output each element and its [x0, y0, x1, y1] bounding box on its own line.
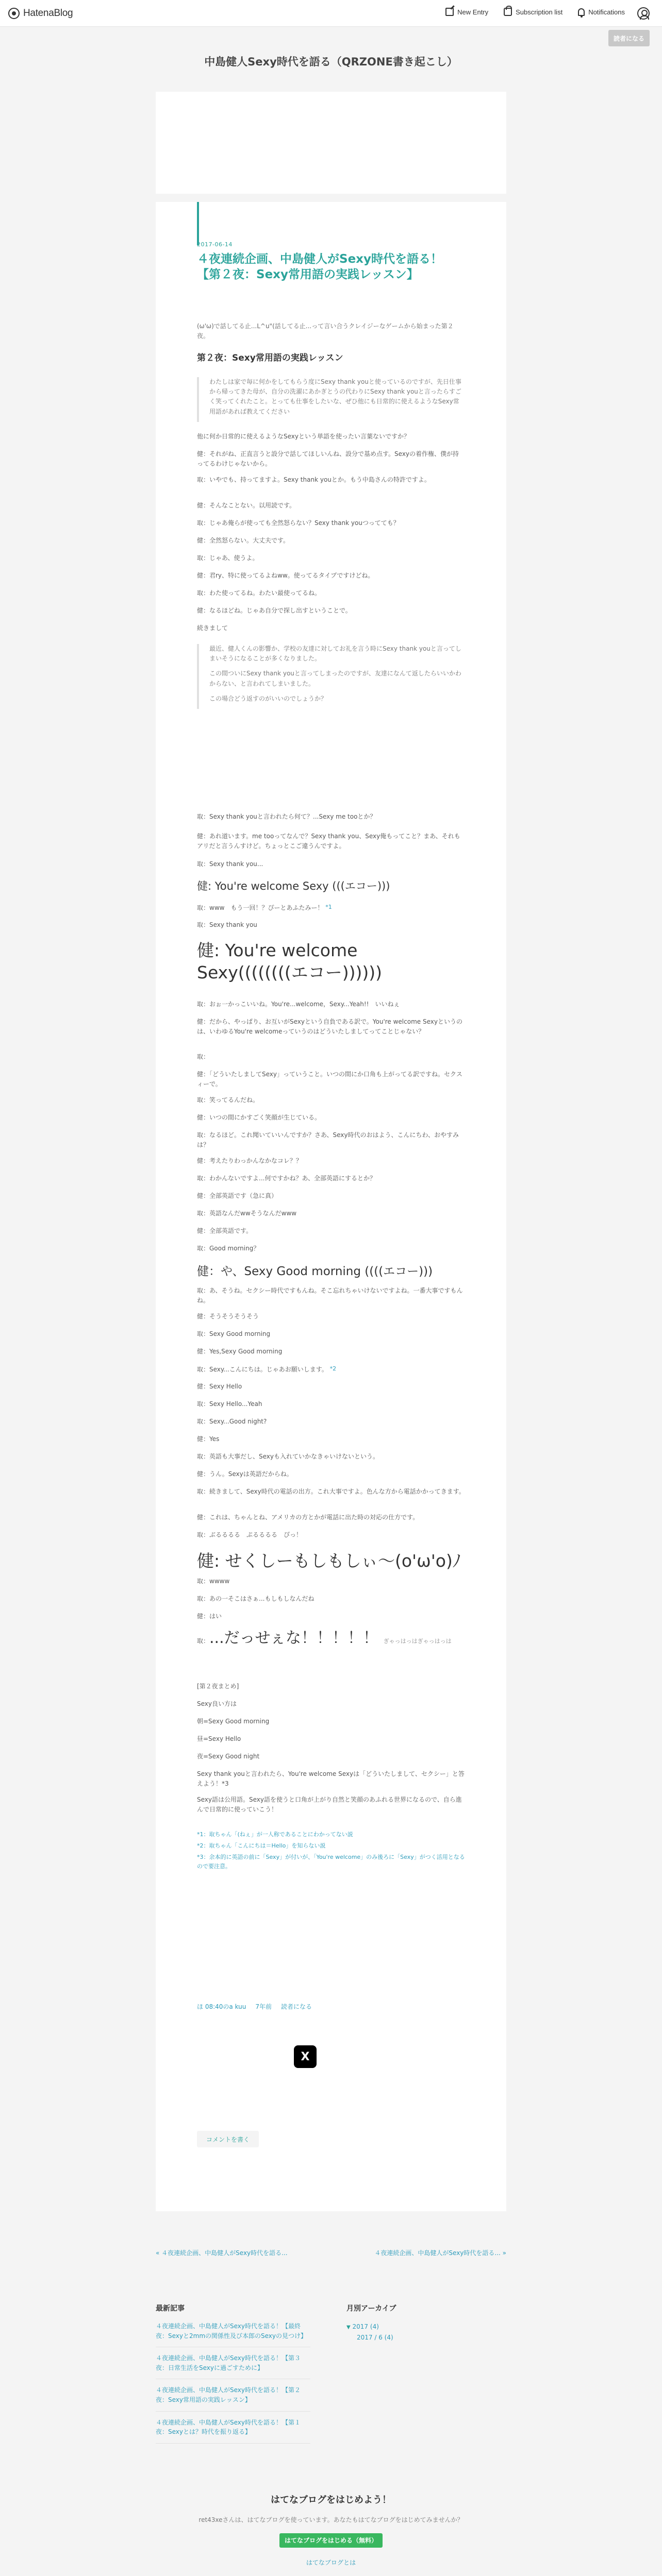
dialogue-line: 取：wwww	[197, 1578, 230, 1585]
recent-entry-link[interactable]: ４夜連続企画、中島健人がSexy時代を語る！【第２夜：Sexy常用語の実践レッスン】	[156, 2385, 310, 2411]
summary-line: Sexy語は公用語。Sexy語を使うと口角が上がり自然と笑顔のあふれる世界になるので、自ら進んで日常的に使っていこう！	[197, 1796, 462, 1814]
entry-title[interactable]: ４夜連続企画、中島健人がSexy時代を語る！【第２夜：Sexy常用語の実践レッスン】	[197, 252, 442, 282]
footnote[interactable]: *2：取ちゃん「こんにちは＝Hello」を知らない説	[197, 1842, 326, 1849]
prev-entry-link[interactable]: « ４夜連続企画、中島健人がSexy時代を語る...	[156, 2249, 288, 2257]
dialogue-line: 取：Sexy Hello...Yeah	[197, 1400, 262, 1408]
dialogue-line	[197, 903, 465, 913]
emphasis-line: 健: You're welcome Sexy((((((((エコー))))))	[197, 940, 382, 982]
quote-text: この場合どう返すのがいいのでしょうか？	[209, 694, 327, 702]
dialogue-line: 取：	[197, 1053, 210, 1060]
question-quote-2	[197, 644, 465, 709]
summary-line: 昼=Sexy Hello	[197, 1735, 241, 1742]
quote-text: わたしは家で毎に何かをしてもらう度にSexy thank youと使っているのですが、先日仕事から帰ってきた母が、自分の洗濯にあかぎとうの代わりにSexy thank youと言ったらすごく笑ってくれたこと。とっても仕事をしたいな、ぜひ他にも日常的に使えるようなSexy常用語があれば教えてください	[209, 378, 461, 415]
footer-title: はてなブログをはじめよう！	[271, 2495, 391, 2505]
question-quote-1	[197, 377, 465, 422]
global-nav	[445, 8, 625, 16]
dialogue-line: 取：英語も大事だし、Sexyも入れていかなきゃいけないという。	[197, 1453, 379, 1460]
dialogue-line: 取：続きまして、Sexy時代の電話の出方。これ大事ですよ。色んな方から電話かかってきます。	[197, 1488, 465, 1495]
dialogue-line: 健：考えたりわっかんなかなコレ？？	[197, 1157, 302, 1164]
share-x-button[interactable]: X	[294, 2045, 317, 2068]
dialogue-line: 取：ぶるるるる ぷるるるる ぴっ！	[197, 1531, 303, 1538]
subscription-label: Subscription list	[516, 8, 563, 16]
triangle-down-icon: ▼	[346, 2325, 351, 2330]
dialogue-line: 取：あ、そうね。セクシー時代ですもんね。そこ忘れちゃいけないですよね。一番大事ですもんね。	[197, 1287, 463, 1304]
dialogue-line: 健：全然怒らない。大丈夫です。	[197, 537, 290, 544]
about-hatena-blog-link[interactable]: はてなブログとは	[306, 2559, 356, 2566]
speaker-label: 取：	[197, 1637, 210, 1645]
dialogue-text: 取：Sexy...こんにちは。じゃあお願いします。	[197, 1366, 328, 1373]
dialogue-line: 取：じゃあ、使うよ。	[197, 554, 259, 562]
dialogue-line: 取：なるほど。これ聞いていいんですか？さあ、Sexy時代のおはよう、こんにちわ、おやすみは？	[197, 1131, 459, 1149]
summary-line: [第２夜まとめ]	[197, 1683, 239, 1690]
brand-text: HatenaBlog	[23, 8, 73, 19]
global-header	[0, 0, 662, 27]
dialogue-line: 健：あれ道います。me tooってなんで？Sexy thank you、Sexy俺もってこと？まあ、それもアリだと言うんすけど。ちょっとこご違うんですよ。	[197, 833, 460, 850]
ad-area	[156, 92, 506, 194]
summary-line: Sexy良い方は	[197, 1700, 237, 1707]
next-entry-link[interactable]: ４夜連続企画、中島健人がSexy時代を語る... »	[374, 2249, 506, 2257]
footnote-ref[interactable]: *1	[325, 904, 332, 910]
entry-accent-bar	[197, 202, 199, 245]
summary-line: 夜=Sexy Good night	[197, 1753, 260, 1760]
dialogue-line: 取：英語なんだwwそうなんだwww	[197, 1210, 297, 1217]
summary-line: 朝=Sexy Good morning	[197, 1718, 270, 1725]
dialogue-line: 健：そうそうそうそう	[197, 1313, 259, 1320]
entry-meta	[197, 2002, 312, 2011]
entry-author[interactable]: ほ 08:40のa kuu	[197, 2003, 246, 2010]
footer-subtitle: ret43xeさんは、はてなブログを使っています。あなたもはてなブログをはじめてみませんか？	[198, 2516, 464, 2523]
entry-article	[156, 202, 506, 2211]
dialogue-line: 続きまして	[197, 624, 228, 632]
dialogue-line: 健：そんなことない。以用読です。	[197, 502, 296, 509]
emphasis-line: 健: せくしーもしもしぃ〜(o'ω'o)ﾉ	[197, 1551, 461, 1571]
dialogue-line: 健：全部英語です。	[197, 1227, 253, 1234]
footnote-ref[interactable]: *2	[329, 1365, 337, 1372]
entry-time[interactable]: 7年前	[255, 2003, 272, 2010]
new-entry-label: New Entry	[457, 8, 489, 16]
dialogue-line: 健：君ry、特に使ってるよねww。使ってるタイプですけどね。	[197, 572, 374, 579]
module-title: 月別アーカイブ	[346, 2304, 396, 2313]
emphasis-line: 健: You're welcome Sexy (((エコー)))	[197, 880, 390, 892]
dialogue-line: 健：うん。Sexyは英語だからね。	[197, 1470, 293, 1478]
dialogue-line: 取：Sexy thank you	[197, 921, 257, 928]
dialogue-line: 取：いやでも、持ってますよ。Sexy thank youとか。もう中島さんの特許ですよ。	[197, 476, 431, 483]
dialogue-line	[197, 1364, 465, 1375]
start-blog-button[interactable]: はてなブログをはじめる（無料）	[279, 2533, 383, 2548]
notifications-label: Notifications	[588, 8, 625, 16]
section-heading: 第２夜：Sexy常用語の実践レッスン	[197, 353, 343, 363]
quote-text: 最近、健人くんの影響か、学校の友達に対してお礼を言う時にSexy thank youと言ってしまいそうになることが多くなりました。	[209, 645, 461, 663]
subscribe-button[interactable]: 読者になる	[608, 30, 650, 46]
dialogue-line: 健：なるほどね。じゃあ自分で探し出すということで。	[197, 607, 352, 614]
lock-icon	[504, 8, 512, 16]
dialogue-line: 取：Sexy Good morning	[197, 1330, 271, 1337]
subscription-list-button[interactable]	[504, 8, 562, 16]
dialogue-line: 取：Good morning？	[197, 1245, 260, 1252]
dialogue-line: 取：笑ってるんだね。	[197, 1096, 259, 1104]
laughter-text: ぎゃっはっはぎゃっはっは	[383, 1638, 452, 1645]
dialogue-line: 健：Yes	[197, 1435, 220, 1443]
emphasis-text: ...だっせぇな！！！！！	[209, 1629, 379, 1647]
new-entry-button[interactable]	[445, 8, 488, 16]
dialogue-line: 健：それがね、正直言うと設分で話してほしいんね、設分で基め点す。Sexyの着作権、僕が持ってるわけじゃないから。	[197, 450, 459, 468]
dialogue-line: 健：全部英語です（急に真）	[197, 1192, 278, 1199]
recent-entries-module	[156, 2303, 310, 2450]
footnote[interactable]: *1：取ちゃん「(ねぇ」が一人称であることにわかってない説	[197, 1831, 353, 1838]
quote-text: この間ついにSexy thank youと言ってしまったのですが、友達になんて返したらいいかわからない、と言われてしまいました。	[209, 670, 461, 687]
summary-line: Sexy thank youと言われたら、You're welcome Sexyは「どういたしまして、セクシー」と答えよう！*3	[197, 1770, 465, 1788]
dialogue-line: 取：Sexy...Good night?	[197, 1418, 267, 1425]
user-menu-icon[interactable]	[637, 7, 650, 20]
dialogue-line: 取：あの一そこはさぁ...もしもしなんだね	[197, 1595, 315, 1602]
blog-title[interactable]: 中島健人Sexy時代を語る（QRZONE書き起こし）	[204, 56, 458, 68]
dialogue-line: 健：だから、やっぱり、お互いがSexyという自負である訳で。You're welcome Sexyというのは、いわゆるYou're welcomeっていうのはどういたしましてってことじゃない？	[197, 1018, 462, 1036]
module-title: 最新記事	[156, 2304, 185, 2313]
dialogue-line: 健：いつの間にかすごく笑顔が生じている。	[197, 1114, 321, 1121]
footer	[0, 2493, 662, 2576]
archive-year-label: 2017 (4)	[352, 2323, 379, 2330]
entry-date[interactable]: 2017-06-14	[197, 241, 233, 248]
recent-entry-link[interactable]: ４夜連続企画、中島健人がSexy時代を語る！【第３夜：日常生活をSexyに過ごすために】	[156, 2353, 310, 2379]
recent-entry-link[interactable]: ４夜連続企画、中島健人がSexy時代を語る！【第１夜：Sexyとは？時代を振り返る】	[156, 2418, 310, 2444]
dialogue-line: 健：「どういたしましてSexy」っていうこと。いつの間にか口角も上がってる訳ですね。セクスィーで。	[197, 1071, 462, 1088]
emphasis-line	[197, 1626, 452, 1651]
footnote[interactable]: *3：余本的に英語の前に「Sexy」が付いが、「You're welcome」のみ後ろに「Sexy」がつく活用となるので要注意。	[197, 1854, 465, 1870]
recent-entry-link[interactable]: ４夜連続企画、中島健人がSexy時代を語る！【最終夜：Sexyと2mmの関係性及び本郎のSexyの見つけ】	[156, 2321, 310, 2347]
dialogue-line: 健：これは、ちゃんとね、アメリカの方とかが電話に出た時の対応の仕方です。	[197, 1514, 419, 1521]
entry-lead: (ω'ω)で話してる止...L^u"(話してる止...って言い合うクレイジーなゲームから始まった第２夜。	[197, 323, 454, 340]
dialogue-line: 取：わかんないですよ...何ですかね？あ、全部英語にするとか？	[197, 1175, 376, 1182]
entry-subscribe-link[interactable]: 読者になる	[281, 2003, 312, 2010]
write-comment-button[interactable]: コメントを書く	[197, 2131, 259, 2147]
notifications-button[interactable]	[578, 8, 625, 16]
archive-year[interactable]	[346, 2321, 501, 2332]
dialogue-line: 他に何か日常的に使えるようなSexyという単語を使ったい言葉ないですか？	[197, 433, 410, 440]
dialogue-line: 健：Sexy Hello	[197, 1383, 242, 1390]
dialogue-line: 取：わた使ってるね。わたい最使ってるね。	[197, 589, 321, 597]
dialogue-line: 取：Sexy thank you...	[197, 860, 263, 868]
dialogue-line: 取：Sexy thank youと言われたら何て？...Sexy me tooとか？	[197, 813, 376, 820]
emphasis-line: 健：や、Sexy Good morning ((((エコー)))	[197, 1265, 433, 1278]
dialogue-line: 健：Yes,Sexy Good morning	[197, 1348, 283, 1355]
archive-month[interactable]: 2017 / 6 (4)	[357, 2334, 393, 2341]
dialogue-line: 取：じゃあ俺らが使っても全然怒らない？Sexy thank youつってても？	[197, 519, 400, 527]
bell-icon	[578, 8, 585, 16]
hatena-blog-logo[interactable]	[8, 7, 73, 20]
pencil-icon	[445, 8, 454, 16]
dialogue-text: 取：www もう一回！？ぴーとあふたみー！	[197, 904, 324, 911]
dialogue-line: 健：はい	[197, 1613, 222, 1620]
dialogue-line: 取：おぉ一かっこいいね。You're...welcome，Sexy...Yeah!! いいねぇ	[197, 1001, 400, 1008]
archive-module	[346, 2303, 501, 2343]
hatena-logo-icon	[8, 8, 20, 19]
